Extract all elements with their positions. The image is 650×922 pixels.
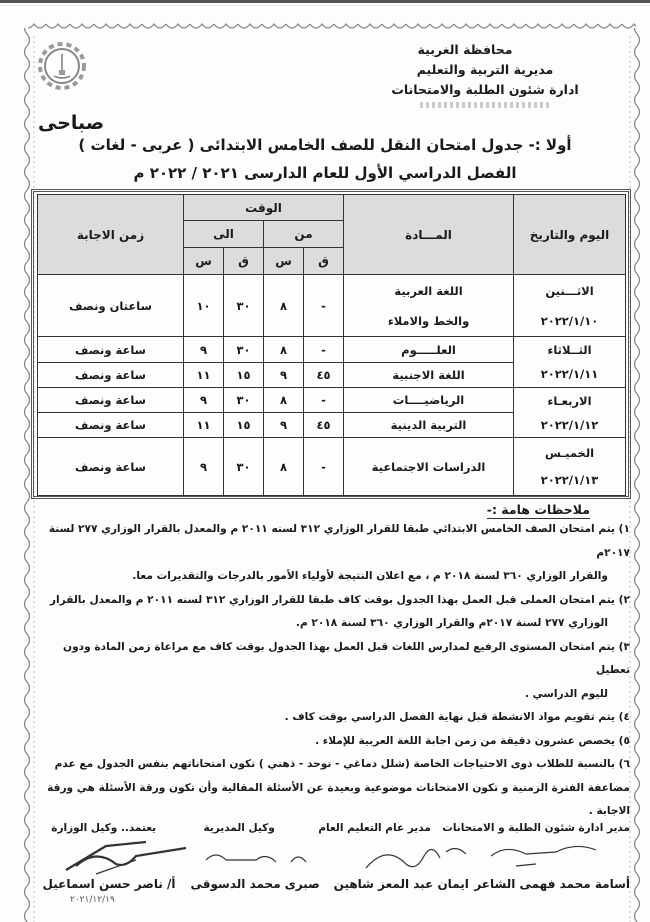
from-minute: - [304,275,344,337]
day-name: الخميـس [544,445,595,460]
from-hour: ٨ [264,438,304,496]
note-line: ٢) يتم امتحان العملى قبل العمل بهذا الجدول بوقت كاف طبقا للقرار الوزاري ٣١٢ لسنه ٢٠١١ م والمعدل بالقرار [49,593,630,606]
exam-date: ٢٠٢٢/١/١٢ [540,417,599,432]
note-line: والقرار الوزاري ٣٦٠ لسنة ٢٠١٨ م ، مع اعلان النتيجة لأولياء الأمور بالدرجات والتقديرات معا. [132,570,608,582]
subject-cell: اللغة الاجنبية [344,363,514,388]
day-date-cell [514,388,626,438]
term-title: الفصل الدراسي الأول للعام الدارسى ٢٠٢١ / ٢٠٢٢ م [133,164,517,182]
from-minute: - [304,388,344,413]
day-date-cell [514,275,626,337]
answer-duration: ساعة ونصف [38,438,184,496]
note-line: الوزاري ٢٧٧ لسنة ٢٠١٧م والقرار الوزاري ٣٦٠ لسنة ٢٠١٨ م. [295,617,608,629]
to-hour: ١١ [184,363,224,388]
decorative-scribble [420,102,550,108]
answer-duration: ساعة ونصف [38,363,184,388]
subject-cell: الدراسات الاجتماعية [344,438,514,496]
note-item [36,753,630,824]
top-edge-strip [0,0,650,3]
shift-label: صباحى [38,112,105,134]
issuer-header [370,40,600,108]
from-minute: ٤٥ [304,363,344,388]
to-hour: ٩ [184,388,224,413]
signature-titles [36,822,630,834]
signature-names [36,877,630,891]
handwritten-signatures [36,838,630,878]
answer-duration: ساعة ونصف [38,388,184,413]
day-date-cell [514,438,626,496]
from-hour: ٨ [264,337,304,363]
notes-title: ملاحظات هامة :- [486,502,590,517]
note-line: مضاعفة الفترة الزمنية و تكون الامتحانات موضوعية وبعيدة عن الأسئلة المقالية وأن تكون ورقة الأسئلة هي ورقة [47,781,630,794]
to-minute: ١٥ [224,363,264,388]
day-name: الاثـــنين [545,283,594,298]
exam-date: ٢٠٢٢/١/١٠ [540,313,599,328]
governorate-name: محافظة الغربية [417,42,513,57]
directorate-name: مديرية التربية والتعليم [416,62,554,77]
note-item [36,706,630,730]
notes-list [36,518,630,824]
note-line: ٣) يتم امتحان المستوى الرفيع لمدارس اللغات قبل العمل بهذا الجدول بوقت كاف مع مراعاة زمن المادة ودون تعطيل [63,640,630,676]
to-minute: ٣٠ [224,275,264,337]
schedule-title: أولا :- جدول امتحان النقل للصف الخامس الابتدائى ( عربى - لغات ) [78,136,572,154]
header-time: الوقت [184,195,344,221]
signatory-title: مدير ادارة شئون الطلبة و الامتحانات [442,822,630,834]
from-minute: ٤٥ [304,413,344,438]
header-day-date: اليوم والتاريخ [514,195,626,275]
note-line: لليوم الدراسي . [524,687,608,700]
note-line: الاجابة . [588,805,630,817]
note-item [36,636,630,707]
gear-emblem-icon [36,40,88,92]
subject-cell [344,275,514,337]
exam-date: ٢٠٢٢/١/١١ [540,367,599,381]
to-hour: ١٠ [184,275,224,337]
day-name: الثــلاثاء [547,343,592,357]
subject-cell: التربية الدينية [344,413,514,438]
header-to-minute: ق [224,248,264,275]
to-minute: ١٥ [224,413,264,438]
table-row [38,438,626,496]
subject-line-2: والخط والاملاء [387,313,470,328]
signatory-title: يعتمد.. وكيل الوزارة [51,822,157,834]
note-line: ٥) يخصص عشرون دقيقة من زمن اجابة اللغة العربية للإملاء . [315,734,630,747]
exam-schedule-table [31,189,631,499]
top-edge-line [0,5,650,6]
note-line: ٦) بالنسبة للطلاب ذوى الاحتياجات الخاصة (شلل دماغي - توحد - ذهني ) تكون امتحاناتهم بنفس الجدول مع عدم [54,758,630,770]
signatory-title: وكيل المديرية [203,822,275,834]
from-hour: ٨ [264,275,304,337]
to-minute: ٣٠ [224,337,264,363]
from-hour: ٩ [264,363,304,388]
header-from-minute: ق [304,248,344,275]
subject-cell: الرياضيــــات [344,388,514,413]
header-subject: المـــادة [344,195,514,275]
to-minute: ٣٠ [224,388,264,413]
note-item [36,730,630,754]
note-item [36,518,630,589]
exam-date: ٢٠٢٢/١/١٣ [540,472,599,487]
department-name: ادارة شئون الطلبة والامتحانات [391,82,579,97]
from-hour: ٨ [264,388,304,413]
signatory-name: صبرى محمد الدسوقى [190,877,320,891]
day-name: الاربعـاء [547,393,592,408]
answer-duration: ساعتان ونصف [38,275,184,337]
answer-duration: ساعة ونصف [38,337,184,363]
header-to-hour: س [184,248,224,275]
signatory-name: ايمان عبد المعز شاهين [333,877,469,891]
header-answer-time: زمن الاجابة [38,195,184,275]
to-hour: ٩ [184,438,224,496]
day-date-cell [514,337,626,388]
to-minute: ٣٠ [224,438,264,496]
table-row [38,388,626,413]
signatory-name: أ/ ناصر حسن اسماعيل [42,877,176,891]
from-minute: - [304,337,344,363]
note-line: ١) يتم امتحان الصف الخامس الابتدائي طبقا للقرار الوزاري ٣١٢ لسنه ٢٠١١ م والمعدل بالقرار الوزاري ٢٧٧ لسنة ٢٠١٧م [48,523,630,559]
header-to: الى [184,221,264,248]
note-item [36,589,630,636]
subject-cell: العلـــــوم [344,337,514,363]
table-row [38,275,626,337]
from-minute: - [304,438,344,496]
signatory-name: أسامة محمد فهمى الشاعر [474,877,630,891]
table-row [38,337,626,363]
from-hour: ٩ [264,413,304,438]
header-from-hour: س [264,248,304,275]
subject-line-1: اللغة العربية [394,283,463,298]
to-hour: ٩ [184,337,224,363]
signatory-title: مدير عام التعليم العام [318,822,431,834]
header-from: من [264,221,344,248]
answer-duration: ساعة ونصف [38,413,184,438]
approval-date: ٢٠٢١/١٢/١٩ [70,895,115,905]
note-line: ٤) يتم تقويم مواد الانشطة قبل نهاية الفصل الدراسي بوقت كاف . [284,711,630,723]
to-hour: ١١ [184,413,224,438]
